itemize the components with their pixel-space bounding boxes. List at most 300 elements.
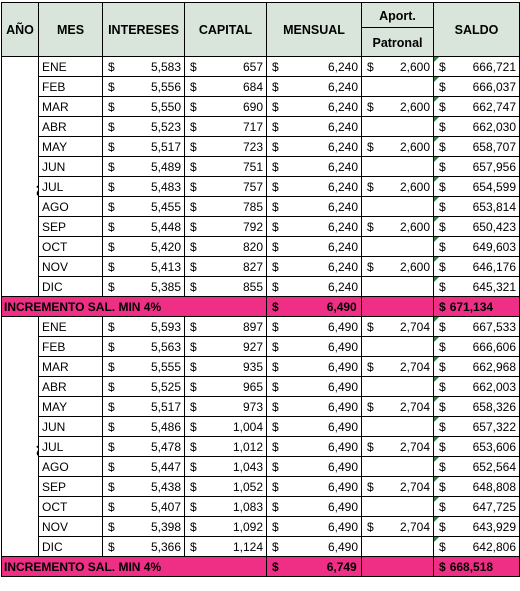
header-capital[interactable]: CAPITAL xyxy=(185,3,267,57)
cell-value: 2,704 xyxy=(399,359,430,374)
cell-capital[interactable] xyxy=(185,377,267,397)
cell-intereses[interactable] xyxy=(103,257,185,277)
currency-symbol: $ xyxy=(190,479,197,494)
cell-value: 5,563 xyxy=(150,339,181,354)
table-row xyxy=(2,457,520,477)
currency-symbol: $ xyxy=(272,419,279,434)
header-aport-patronal[interactable] xyxy=(362,3,434,57)
cell-aport[interactable] xyxy=(362,417,434,437)
currency-symbol: $ xyxy=(439,119,446,134)
currency-symbol: $ xyxy=(367,139,374,154)
currency-symbol: $ xyxy=(272,119,279,134)
table-row xyxy=(2,97,520,117)
currency-symbol: $ xyxy=(439,379,446,394)
cell-aport[interactable] xyxy=(362,537,434,557)
cell-saldo[interactable] xyxy=(434,317,520,337)
header-aport-bottom: Patronal xyxy=(362,27,433,56)
cell-value: 6,490 xyxy=(327,479,358,494)
currency-symbol: $ xyxy=(439,79,446,94)
currency-symbol: $ xyxy=(272,259,279,274)
cell-value: 2,704 xyxy=(399,479,430,494)
cell-aport[interactable] xyxy=(362,57,434,77)
cell-value: 6,240 xyxy=(327,239,358,254)
currency-symbol: $ xyxy=(439,519,446,534)
cell-aport[interactable] xyxy=(362,377,434,397)
cell-intereses[interactable] xyxy=(103,97,185,117)
cell-saldo[interactable] xyxy=(434,57,520,77)
cell-value: 647,725 xyxy=(472,499,516,514)
currency-symbol: $ xyxy=(272,479,279,494)
currency-symbol: $ xyxy=(190,539,197,554)
cell-mes[interactable]: FEB xyxy=(39,77,103,97)
cell-mes[interactable]: ENE xyxy=(39,57,103,77)
cell-intereses[interactable] xyxy=(103,237,185,257)
header-intereses[interactable]: INTERESES xyxy=(103,3,185,57)
cell-value: 5,583 xyxy=(150,59,181,74)
cell-mensual[interactable] xyxy=(267,77,362,97)
cell-mes[interactable]: ABR xyxy=(39,117,103,137)
cell-aport[interactable] xyxy=(362,177,434,197)
currency-symbol: $ xyxy=(190,399,197,414)
cell-capital[interactable] xyxy=(185,477,267,497)
cell-mensual[interactable] xyxy=(267,317,362,337)
cell-mensual[interactable] xyxy=(267,117,362,137)
currency-symbol: $ xyxy=(272,279,279,294)
currency-symbol: $ xyxy=(190,259,197,274)
cell-value: 654,599 xyxy=(472,179,516,194)
currency-symbol: $ xyxy=(272,499,279,514)
cell-value: 5,385 xyxy=(150,279,181,294)
cell-value: 2,704 xyxy=(399,319,430,334)
cell-value: 5,420 xyxy=(150,239,181,254)
cell-value: 668,518 xyxy=(449,559,494,574)
amortization-table xyxy=(1,2,520,577)
increment-saldo[interactable] xyxy=(434,297,520,317)
cell-value: 2,704 xyxy=(399,399,430,414)
cell-capital[interactable] xyxy=(185,337,267,357)
cell-mensual[interactable] xyxy=(267,457,362,477)
cell-mensual[interactable] xyxy=(267,157,362,177)
cell-mensual[interactable] xyxy=(267,417,362,437)
cell-mes[interactable]: DIC xyxy=(39,537,103,557)
cell-mensual[interactable] xyxy=(267,377,362,397)
cell-mes[interactable]: MAR xyxy=(39,97,103,117)
currency-symbol: $ xyxy=(439,99,446,114)
cell-value: 751 xyxy=(242,159,263,174)
cell-mensual[interactable] xyxy=(267,517,362,537)
cell-mensual[interactable] xyxy=(267,197,362,217)
currency-symbol: $ xyxy=(108,259,115,274)
increment-label[interactable]: INCREMENTO SAL. MIN 4% xyxy=(2,557,267,577)
cell-value: 666,721 xyxy=(472,59,516,74)
cell-aport[interactable] xyxy=(362,157,434,177)
currency-symbol: $ xyxy=(439,399,446,414)
cell-aport[interactable] xyxy=(362,397,434,417)
cell-saldo[interactable] xyxy=(434,397,520,417)
cell-value: 662,003 xyxy=(472,379,516,394)
cell-capital[interactable] xyxy=(185,257,267,277)
cell-mes[interactable]: JUL xyxy=(39,437,103,457)
cell-mes[interactable]: JUN xyxy=(39,417,103,437)
cell-value: 6,490 xyxy=(327,519,358,534)
cell-value: 1,043 xyxy=(232,459,263,474)
cell-saldo[interactable] xyxy=(434,257,520,277)
cell-aport[interactable] xyxy=(362,497,434,517)
currency-symbol: $ xyxy=(439,239,446,254)
increment-saldo[interactable] xyxy=(434,557,520,577)
cell-intereses[interactable] xyxy=(103,357,185,377)
cell-mensual[interactable] xyxy=(267,257,362,277)
cell-value: 657,322 xyxy=(472,419,516,434)
cell-mensual[interactable] xyxy=(267,97,362,117)
currency-symbol: $ xyxy=(272,99,279,114)
header-mensual[interactable]: MENSUAL xyxy=(267,3,362,57)
cell-saldo[interactable] xyxy=(434,77,520,97)
cell-intereses[interactable] xyxy=(103,217,185,237)
cell-mensual[interactable] xyxy=(267,337,362,357)
cell-intereses[interactable] xyxy=(103,117,185,137)
currency-symbol: $ xyxy=(272,399,279,414)
currency-symbol: $ xyxy=(272,339,279,354)
cell-mensual[interactable] xyxy=(267,277,362,297)
spreadsheet xyxy=(0,2,520,591)
cell-saldo[interactable] xyxy=(434,497,520,517)
currency-symbol: $ xyxy=(108,539,115,554)
currency-symbol: $ xyxy=(108,99,115,114)
cell-value: 2,600 xyxy=(399,59,430,74)
cell-capital[interactable] xyxy=(185,537,267,557)
currency-symbol: $ xyxy=(190,179,197,194)
cell-value: 646,176 xyxy=(472,259,516,274)
cell-capital[interactable] xyxy=(185,517,267,537)
cell-mes[interactable]: OCT xyxy=(39,497,103,517)
cell-intereses[interactable] xyxy=(103,277,185,297)
cell-value: 6,240 xyxy=(327,279,358,294)
cell-saldo[interactable] xyxy=(434,277,520,297)
cell-aport[interactable] xyxy=(362,77,434,97)
table-row xyxy=(2,57,520,77)
cell-capital[interactable] xyxy=(185,397,267,417)
cell-mes[interactable]: ABR xyxy=(39,377,103,397)
cell-value: 6,240 xyxy=(327,99,358,114)
cell-intereses[interactable] xyxy=(103,497,185,517)
cell-mensual[interactable] xyxy=(267,217,362,237)
cell-aport[interactable] xyxy=(362,337,434,357)
cell-mes[interactable]: JUN xyxy=(39,157,103,177)
cell-saldo[interactable] xyxy=(434,177,520,197)
currency-symbol: $ xyxy=(108,499,115,514)
cell-aport[interactable] xyxy=(362,457,434,477)
cell-value: 657,956 xyxy=(472,159,516,174)
currency-symbol: $ xyxy=(439,279,446,294)
cell-intereses[interactable] xyxy=(103,417,185,437)
table-row xyxy=(2,337,520,357)
currency-symbol: $ xyxy=(108,359,115,374)
cell-saldo[interactable] xyxy=(434,377,520,397)
cell-mes[interactable]: DIC xyxy=(39,277,103,297)
cell-value: 5,448 xyxy=(150,219,181,234)
cell-aport[interactable] xyxy=(362,257,434,277)
cell-value: 757 xyxy=(242,179,263,194)
cell-capital[interactable] xyxy=(185,77,267,97)
cell-mes[interactable]: NOV xyxy=(39,257,103,277)
cell-value: 5,366 xyxy=(150,539,181,554)
cell-aport[interactable] xyxy=(362,477,434,497)
cell-value: 6,490 xyxy=(327,439,358,454)
cell-intereses[interactable] xyxy=(103,537,185,557)
cell-value: 6,240 xyxy=(327,59,358,74)
cell-intereses[interactable] xyxy=(103,477,185,497)
cell-mes[interactable]: FEB xyxy=(39,337,103,357)
currency-symbol: $ xyxy=(190,339,197,354)
cell-value: 717 xyxy=(242,119,263,134)
cell-value: 785 xyxy=(242,199,263,214)
currency-symbol: $ xyxy=(108,339,115,354)
cell-saldo[interactable] xyxy=(434,197,520,217)
cell-value: 5,523 xyxy=(150,119,181,134)
cell-intereses[interactable] xyxy=(103,197,185,217)
table-row xyxy=(2,357,520,377)
cell-aport[interactable] xyxy=(362,217,434,237)
cell-mes[interactable]: SEP xyxy=(39,477,103,497)
cell-value: 5,555 xyxy=(150,359,181,374)
cell-value: 6,240 xyxy=(327,119,358,134)
currency-symbol: $ xyxy=(439,499,446,514)
cell-value: 1,083 xyxy=(232,499,263,514)
currency-symbol: $ xyxy=(439,219,446,234)
cell-value: 666,037 xyxy=(472,79,516,94)
cell-aport[interactable] xyxy=(362,97,434,117)
cell-aport[interactable] xyxy=(362,357,434,377)
cell-saldo[interactable] xyxy=(434,517,520,537)
cell-mensual[interactable] xyxy=(267,477,362,497)
currency-symbol: $ xyxy=(439,539,446,554)
cell-value: 5,413 xyxy=(150,259,181,274)
cell-value: 1,124 xyxy=(232,539,263,554)
cell-capital[interactable] xyxy=(185,357,267,377)
cell-intereses[interactable] xyxy=(103,337,185,357)
cell-aport[interactable] xyxy=(362,317,434,337)
cell-intereses[interactable] xyxy=(103,137,185,157)
cell-value: 6,490 xyxy=(326,299,357,314)
cell-intereses[interactable] xyxy=(103,397,185,417)
cell-value: 1,092 xyxy=(232,519,263,534)
cell-mensual[interactable] xyxy=(267,177,362,197)
currency-symbol: $ xyxy=(108,479,115,494)
currency-symbol: $ xyxy=(190,99,197,114)
cell-value: 5,478 xyxy=(150,439,181,454)
cell-value: 5,489 xyxy=(150,159,181,174)
cell-aport[interactable] xyxy=(362,437,434,457)
header-aport-top: Aport. xyxy=(379,9,416,23)
cell-value: 671,134 xyxy=(449,299,494,314)
currency-symbol: $ xyxy=(272,539,279,554)
cell-value: 662,030 xyxy=(472,119,516,134)
currency-symbol: $ xyxy=(367,99,374,114)
cell-value: 723 xyxy=(242,139,263,154)
cell-intereses[interactable] xyxy=(103,177,185,197)
cell-mes[interactable]: OCT xyxy=(39,237,103,257)
cell-value: 658,326 xyxy=(472,399,516,414)
cell-capital[interactable] xyxy=(185,97,267,117)
currency-symbol: $ xyxy=(190,439,197,454)
currency-symbol: $ xyxy=(108,239,115,254)
increment-aport-empty[interactable] xyxy=(362,297,434,317)
cell-mes[interactable]: SEP xyxy=(39,217,103,237)
year-label-cell[interactable]: AÑO xyxy=(2,317,39,557)
currency-symbol: $ xyxy=(272,559,279,574)
increment-aport-empty[interactable] xyxy=(362,557,434,577)
cell-aport[interactable] xyxy=(362,137,434,157)
currency-symbol: $ xyxy=(272,59,279,74)
cell-value: 6,490 xyxy=(327,399,358,414)
cell-mes[interactable]: AGO xyxy=(39,197,103,217)
currency-symbol: $ xyxy=(439,459,446,474)
cell-mes[interactable]: AGO xyxy=(39,457,103,477)
cell-mes[interactable]: MAY xyxy=(39,397,103,417)
currency-symbol: $ xyxy=(439,319,446,334)
cell-mensual[interactable] xyxy=(267,497,362,517)
cell-mes[interactable]: ENE xyxy=(39,317,103,337)
cell-mensual[interactable] xyxy=(267,57,362,77)
cell-mensual[interactable] xyxy=(267,437,362,457)
cell-aport[interactable] xyxy=(362,517,434,537)
cell-capital[interactable] xyxy=(185,157,267,177)
cell-mensual[interactable] xyxy=(267,137,362,157)
cell-capital[interactable] xyxy=(185,497,267,517)
cell-intereses[interactable] xyxy=(103,157,185,177)
cell-intereses[interactable] xyxy=(103,517,185,537)
table-row xyxy=(2,217,520,237)
header-saldo[interactable]: SALDO xyxy=(434,3,520,57)
cell-capital[interactable] xyxy=(185,117,267,137)
cell-capital[interactable] xyxy=(185,277,267,297)
cell-capital[interactable] xyxy=(185,137,267,157)
cell-saldo[interactable] xyxy=(434,137,520,157)
currency-symbol: $ xyxy=(108,199,115,214)
table-row xyxy=(2,257,520,277)
currency-symbol: $ xyxy=(367,59,374,74)
cell-saldo[interactable] xyxy=(434,97,520,117)
currency-symbol: $ xyxy=(439,259,446,274)
currency-symbol: $ xyxy=(272,379,279,394)
currency-symbol: $ xyxy=(190,359,197,374)
cell-intereses[interactable] xyxy=(103,437,185,457)
cell-aport[interactable] xyxy=(362,237,434,257)
cell-mensual[interactable] xyxy=(267,537,362,557)
table-row xyxy=(2,537,520,557)
cell-saldo[interactable] xyxy=(434,237,520,257)
currency-symbol: $ xyxy=(367,479,374,494)
currency-symbol: $ xyxy=(272,439,279,454)
cell-value: 5,525 xyxy=(150,379,181,394)
currency-symbol: $ xyxy=(439,59,446,74)
cell-capital[interactable] xyxy=(185,177,267,197)
currency-symbol: $ xyxy=(439,159,446,174)
cell-capital[interactable] xyxy=(185,317,267,337)
table-row xyxy=(2,177,520,197)
cell-aport[interactable] xyxy=(362,197,434,217)
cell-value: 897 xyxy=(242,319,263,334)
cell-aport[interactable] xyxy=(362,277,434,297)
currency-symbol: $ xyxy=(272,79,279,94)
currency-symbol: $ xyxy=(272,359,279,374)
header-anio[interactable]: AÑO xyxy=(2,3,39,57)
year-label-cell[interactable]: AÑO xyxy=(2,57,39,297)
cell-intereses[interactable] xyxy=(103,457,185,477)
cell-value: 662,747 xyxy=(472,99,516,114)
cell-value: 649,603 xyxy=(472,239,516,254)
cell-saldo[interactable] xyxy=(434,477,520,497)
currency-symbol: $ xyxy=(439,559,446,574)
cell-intereses[interactable] xyxy=(103,77,185,97)
cell-value: 935 xyxy=(242,359,263,374)
cell-value: 6,490 xyxy=(327,359,358,374)
cell-value: 2,600 xyxy=(399,179,430,194)
cell-value: 666,606 xyxy=(472,339,516,354)
cell-saldo[interactable] xyxy=(434,457,520,477)
currency-symbol: $ xyxy=(439,479,446,494)
currency-symbol: $ xyxy=(272,139,279,154)
cell-value: 1,004 xyxy=(232,419,263,434)
cell-capital[interactable] xyxy=(185,437,267,457)
cell-intereses[interactable] xyxy=(103,317,185,337)
cell-intereses[interactable] xyxy=(103,377,185,397)
currency-symbol: $ xyxy=(190,139,197,154)
currency-symbol: $ xyxy=(190,379,197,394)
cell-saldo[interactable] xyxy=(434,417,520,437)
cell-capital[interactable] xyxy=(185,417,267,437)
cell-value: 5,447 xyxy=(150,459,181,474)
cell-value: 690 xyxy=(242,99,263,114)
currency-symbol: $ xyxy=(367,399,374,414)
cell-capital[interactable] xyxy=(185,457,267,477)
cell-intereses[interactable] xyxy=(103,57,185,77)
cell-value: 653,606 xyxy=(472,439,516,454)
currency-symbol: $ xyxy=(439,359,446,374)
cell-saldo[interactable] xyxy=(434,117,520,137)
cell-mensual[interactable] xyxy=(267,237,362,257)
cell-value: 5,556 xyxy=(150,79,181,94)
cell-capital[interactable] xyxy=(185,237,267,257)
cell-mes[interactable]: NOV xyxy=(39,517,103,537)
cell-saldo[interactable] xyxy=(434,337,520,357)
cell-saldo[interactable] xyxy=(434,437,520,457)
cell-saldo[interactable] xyxy=(434,537,520,557)
increment-mensual[interactable] xyxy=(267,297,362,317)
currency-symbol: $ xyxy=(367,319,374,334)
cell-mes[interactable]: MAY xyxy=(39,137,103,157)
cell-saldo[interactable] xyxy=(434,157,520,177)
increment-mensual[interactable] xyxy=(267,557,362,577)
cell-aport[interactable] xyxy=(362,117,434,137)
cell-capital[interactable] xyxy=(185,217,267,237)
currency-symbol: $ xyxy=(190,239,197,254)
cell-mes[interactable]: MAR xyxy=(39,357,103,377)
cell-value: 6,240 xyxy=(327,219,358,234)
currency-symbol: $ xyxy=(108,419,115,434)
cell-mensual[interactable] xyxy=(267,397,362,417)
increment-label[interactable]: INCREMENTO SAL. MIN 4% xyxy=(2,297,267,317)
cell-capital[interactable] xyxy=(185,197,267,217)
cell-saldo[interactable] xyxy=(434,357,520,377)
cell-mensual[interactable] xyxy=(267,357,362,377)
header-mes[interactable]: MES xyxy=(39,3,103,57)
cell-capital[interactable] xyxy=(185,57,267,77)
header-row xyxy=(2,3,520,57)
cell-saldo[interactable] xyxy=(434,217,520,237)
cell-mes[interactable]: JUL xyxy=(39,177,103,197)
